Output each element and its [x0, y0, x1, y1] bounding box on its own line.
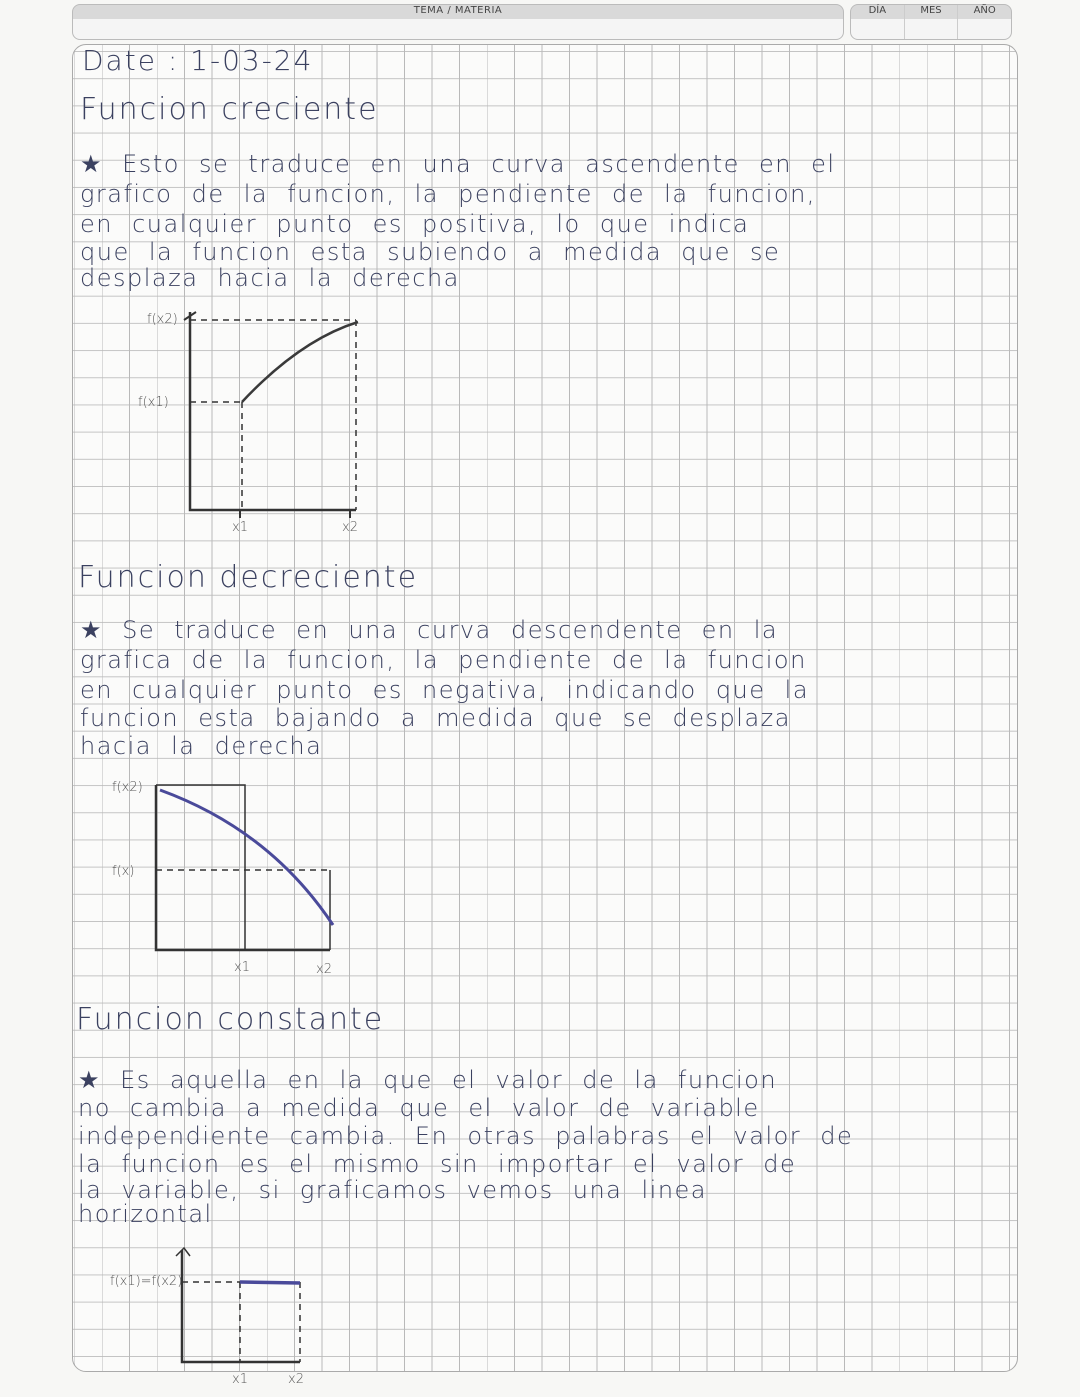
year-label: AÑO [957, 5, 1011, 39]
section-title-decreciente: Funcion decreciente [78, 560, 419, 595]
paragraph-line: en cualquier punto es negativa, indicando que la [80, 676, 810, 704]
label-x2: x2 [342, 520, 358, 535]
label-fx1: f(x1) [138, 395, 169, 410]
paragraph-line: ★ Es aquella en la que el valor de la funcion [78, 1066, 778, 1094]
paragraph-line: horizontal [78, 1200, 213, 1228]
paragraph-line: grafico de la funcion, la pendiente de la funcion, [80, 180, 816, 208]
label-x1: x1 [232, 520, 248, 535]
paragraph-line: no cambia a medida que el valor de variable [78, 1094, 760, 1122]
paragraph-line: la funcion es el mismo sin importar el valor de [78, 1150, 797, 1178]
label-fx: f(x) [112, 864, 135, 879]
topic-label: TEMA / MATERIA [413, 5, 503, 16]
graph-decreciente [156, 785, 333, 950]
label-x2: x2 [316, 962, 332, 977]
label-x1: x1 [234, 960, 250, 975]
label-fx2: f(x2) [147, 312, 178, 327]
paragraph-line: desplaza hacia la derecha [80, 264, 460, 292]
paragraph-line: que la funcion esta subiendo a medida que se [80, 238, 781, 266]
section-title-constante: Funcion constante [76, 1002, 385, 1037]
paragraph-line: funcion esta bajando a medida que se desplaza [80, 704, 791, 732]
label-fx1-equals-fx2: f(x1)=f(x2) [110, 1274, 183, 1289]
month-label: MES [904, 5, 958, 39]
graph-creciente [184, 312, 358, 518]
label-x2: x2 [288, 1372, 304, 1387]
paragraph-line: independiente cambia. En otras palabras el valor de [78, 1122, 854, 1150]
paragraph-line: ★ Esto se traduce en una curva ascendente en el [80, 150, 836, 178]
paragraph-line: hacia la derecha [80, 732, 323, 760]
label-x1: x1 [232, 1372, 248, 1387]
paragraph-line: ★ Se traduce en una curva descendente en la [80, 616, 779, 644]
paragraph-line: grafica de la funcion, la pendiente de la funcion [80, 646, 807, 674]
paragraph-line: en cualquier punto es positiva, lo que indica [80, 210, 750, 238]
paragraph-line: la variable, si graficamos vemos una linea [78, 1176, 708, 1204]
graph-constante [176, 1248, 300, 1362]
label-fx2: f(x2) [112, 780, 143, 795]
section-title-creciente: Funcion creciente [80, 92, 379, 127]
day-label: DÍA [868, 5, 887, 16]
date-text: Date : 1-03-24 [82, 44, 314, 77]
